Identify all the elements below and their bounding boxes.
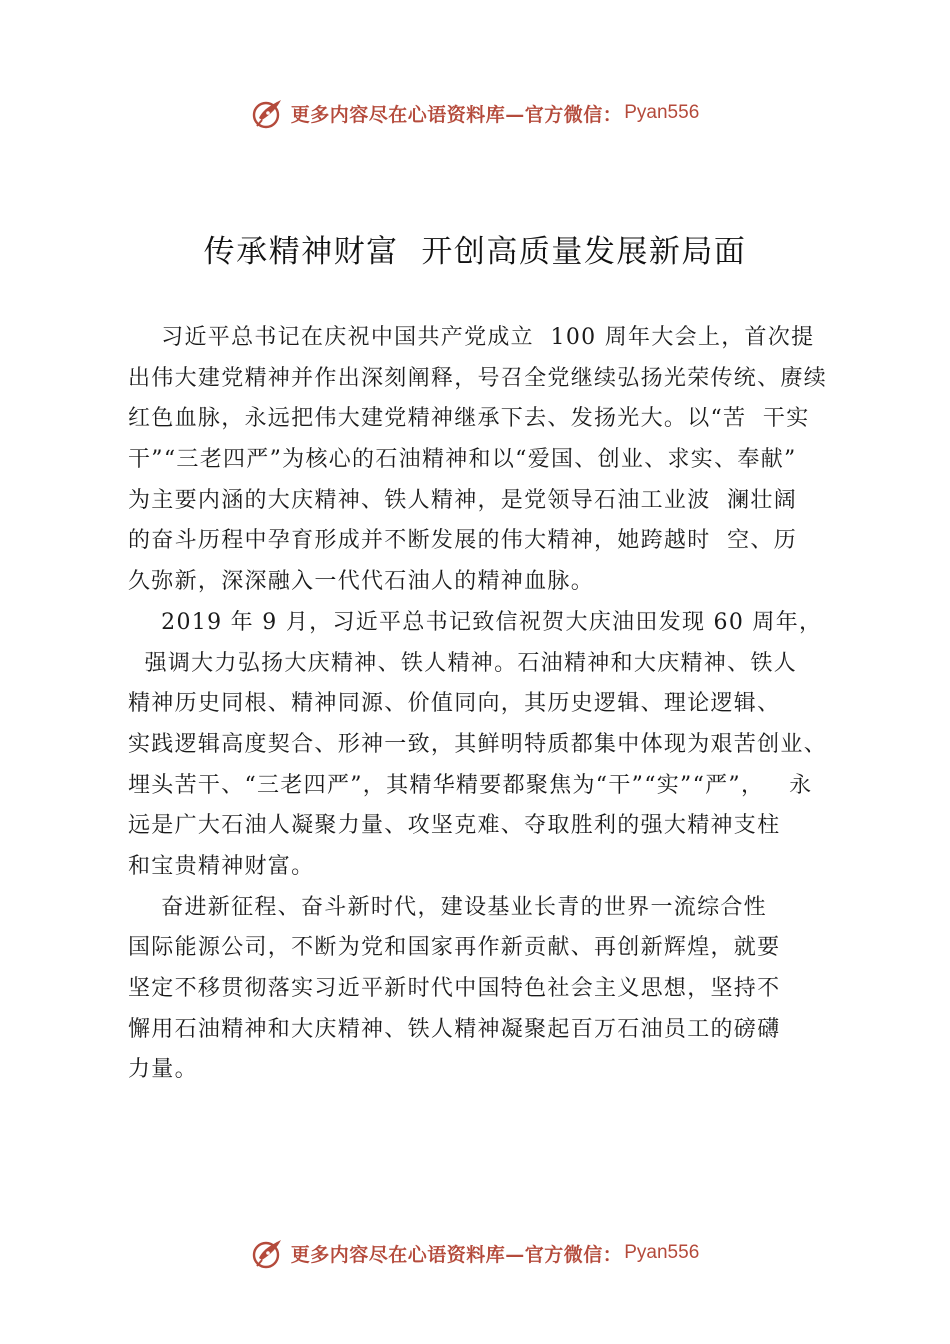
paragraph-2	[128, 603, 860, 888]
text-line: 干”“三老四严”为核心的石油精神和以“爱国、创业、求实、奉献”	[128, 447, 797, 473]
text-line: 习近平总书记在庆祝中国共产党成立 100 周年大会上，首次提	[128, 325, 815, 350]
text-line: 力量。	[128, 1057, 198, 1083]
footer-watermark	[0, 1233, 950, 1273]
footer-watermark-text: 更多内容尽在心语资料库—官方微信：	[290, 1243, 623, 1266]
text-line: 精神历史同根、精神同源、价值同向，其历史逻辑、理论逻辑、	[128, 691, 781, 717]
text-line: 久弥新，深深融入一代代石油人的精神血脉。	[128, 569, 595, 595]
text-line: 红色血脉，永远把伟大建党精神继承下去、发扬光大。以“苦 干实	[128, 406, 810, 432]
text-line: 出伟大建党精神并作出深刻阐释，号召全党继续弘扬光荣传统、赓续	[128, 365, 828, 391]
header-watermark	[0, 93, 950, 133]
text-line: 的奋斗历程中孕育形成并不断发展的伟大精神，她跨越时 空、历	[128, 528, 797, 554]
text-line: 奋进新征程、奋斗新时代，建设基业长青的世界一流综合性	[128, 894, 767, 920]
text-line: 为主要内涵的大庆精神、铁人精神，是党领导石油工业波 澜壮阔	[128, 487, 797, 513]
text-line: 埋头苦干、“三老四严”，其精华精要都聚焦为“干”“实”“严”， 永	[128, 772, 813, 798]
text-line: 和宝贵精神财富。	[128, 853, 315, 879]
text-line: 国际能源公司，不断为党和国家再作新贡献、再创新辉煌，就要	[128, 935, 781, 961]
pen-nib-logo-icon	[251, 96, 285, 130]
paragraph-3	[128, 888, 860, 1091]
text-line: 坚定不移贯彻落实习近平新时代中国特色社会主义思想，坚持不	[128, 976, 781, 1001]
text-line: 懈用石油精神和大庆精神、铁人精神凝聚起百万石油员工的磅礴	[128, 1016, 781, 1042]
text-line: 远是广大石油人凝聚力量、攻坚克难、夺取胜利的强大精神支柱	[128, 813, 781, 839]
text-line: 实践逻辑高度契合、形神一致，其鲜明特质都集中体现为艰苦创业、	[128, 731, 828, 757]
pen-nib-logo-icon	[251, 1236, 285, 1270]
text-line: 强调大力弘扬大庆精神、铁人精神。石油精神和大庆精神、铁人	[128, 650, 797, 676]
header-watermark-text: 更多内容尽在心语资料库—官方微信：	[290, 103, 623, 126]
paragraph-1	[128, 318, 860, 603]
text-line: 2019 年 9 月，习近平总书记致信祝贺大庆油田发现 60 周年，	[128, 609, 823, 635]
header-watermark-id: Pyan556	[624, 102, 700, 123]
footer-watermark-id: Pyan556	[624, 1242, 700, 1263]
document-title: 传承精神财富 开创高质量发展新局面	[203, 234, 747, 270]
document-body	[128, 318, 860, 1091]
